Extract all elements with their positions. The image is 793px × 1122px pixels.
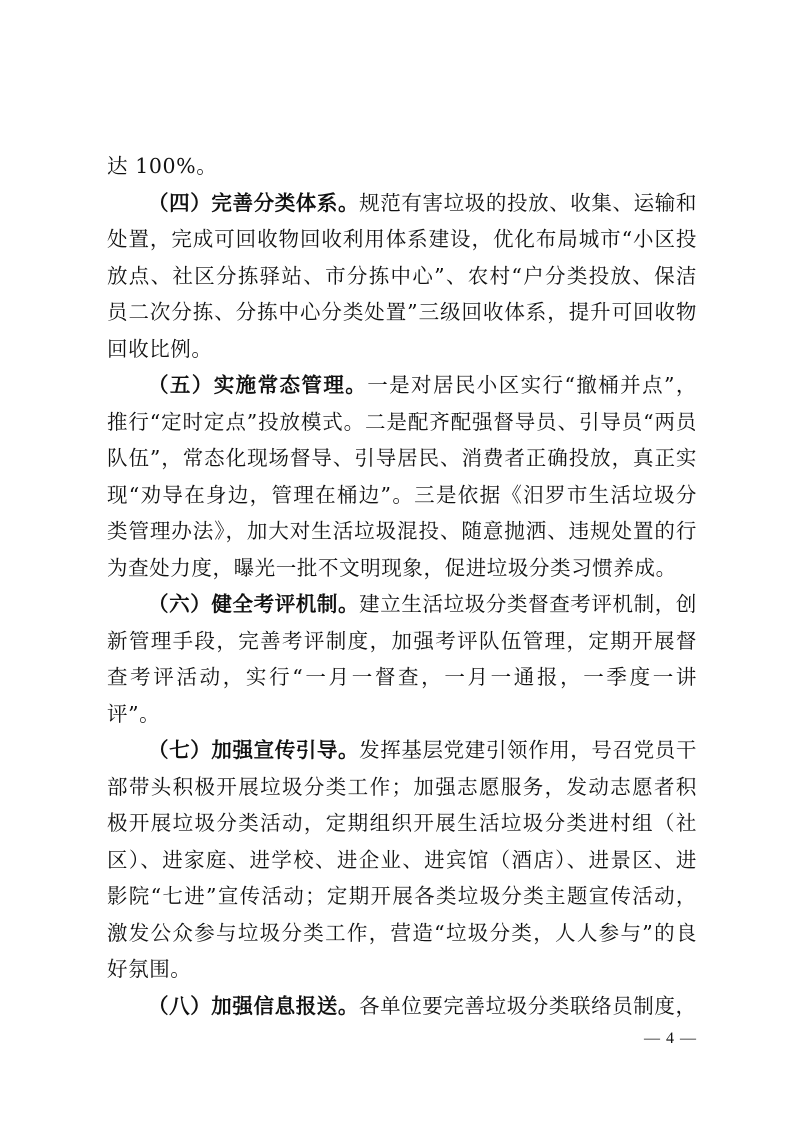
page-number: — 4 — <box>644 1030 697 1047</box>
paragraph-seven-text: 发挥基层党建引领作用，号召党员干部带头积极开展垃圾分类工作；加强志愿服务，发动志愿者积极开展垃圾分类活动，定期组织开展生活垃圾分类进村组（社区）、进家庭、进学校、进企业、进宾馆（酒店）、进景区、进影院“七进”宣传活动；定期开展各类垃圾分类主题宣传活动，激发公众参与垃圾分类工作，营造“垃圾分类，人人参与”的良好氛围。 <box>107 738 697 981</box>
paragraph-seven <box>107 732 697 988</box>
paragraph-four-text: 规范有害垃圾的投放、收集、运输和处置，完成可回收物回收利用体系建设，优化布局城市“小区投放点、社区分拣驿站、市分拣中心”、农村“户分类投放、保洁员二次分拣、分拣中心分类处置”三级回收体系，提升可回收物回收比例。 <box>107 190 697 361</box>
paragraph-six-heading: （六）健全考评机制。 <box>148 592 360 616</box>
paragraph-six-text: 建立生活垃圾分类督查考评机制，创新管理手段，完善考评制度，加强考评队伍管理，定期开展督查考评活动，实行“一月一督查，一月一通报，一季度一讲评”。 <box>107 592 697 726</box>
paragraph-eight-text: 各单位要完善垃圾分类联络员制度， <box>359 993 697 1018</box>
paragraph-seven-heading: （七）加强宣传引导。 <box>148 738 360 762</box>
paragraph-five-text: 一是对居民小区实行“撤桶并点”，推行“定时定点”投放模式。二是配齐配强督导员、引导员“两员队伍”，常态化现场督导、引导居民、消费者正确投放，真正实现“劝导在身边，管理在桶边”。三是依据《汨罗市生活垃圾分类管理办法》，加大对生活垃圾混投、随意抛洒、违规处置的行为查处力度，曝光一批不文明现象，促进垃圾分类习惯养成。 <box>107 373 698 580</box>
paragraph-eight-heading: （八）加强信息报送。 <box>148 993 359 1018</box>
paragraph-four <box>107 185 697 368</box>
continuation-line: 达 100%。 <box>107 154 218 178</box>
paragraph-five-heading: （五）实施常态管理。 <box>148 373 368 397</box>
paragraph-four-heading: （四）完善分类体系。 <box>148 190 360 215</box>
paragraph-five <box>107 367 697 586</box>
paragraph-eight <box>107 988 697 1025</box>
document-body <box>107 148 697 1024</box>
paragraph-six <box>107 586 697 732</box>
